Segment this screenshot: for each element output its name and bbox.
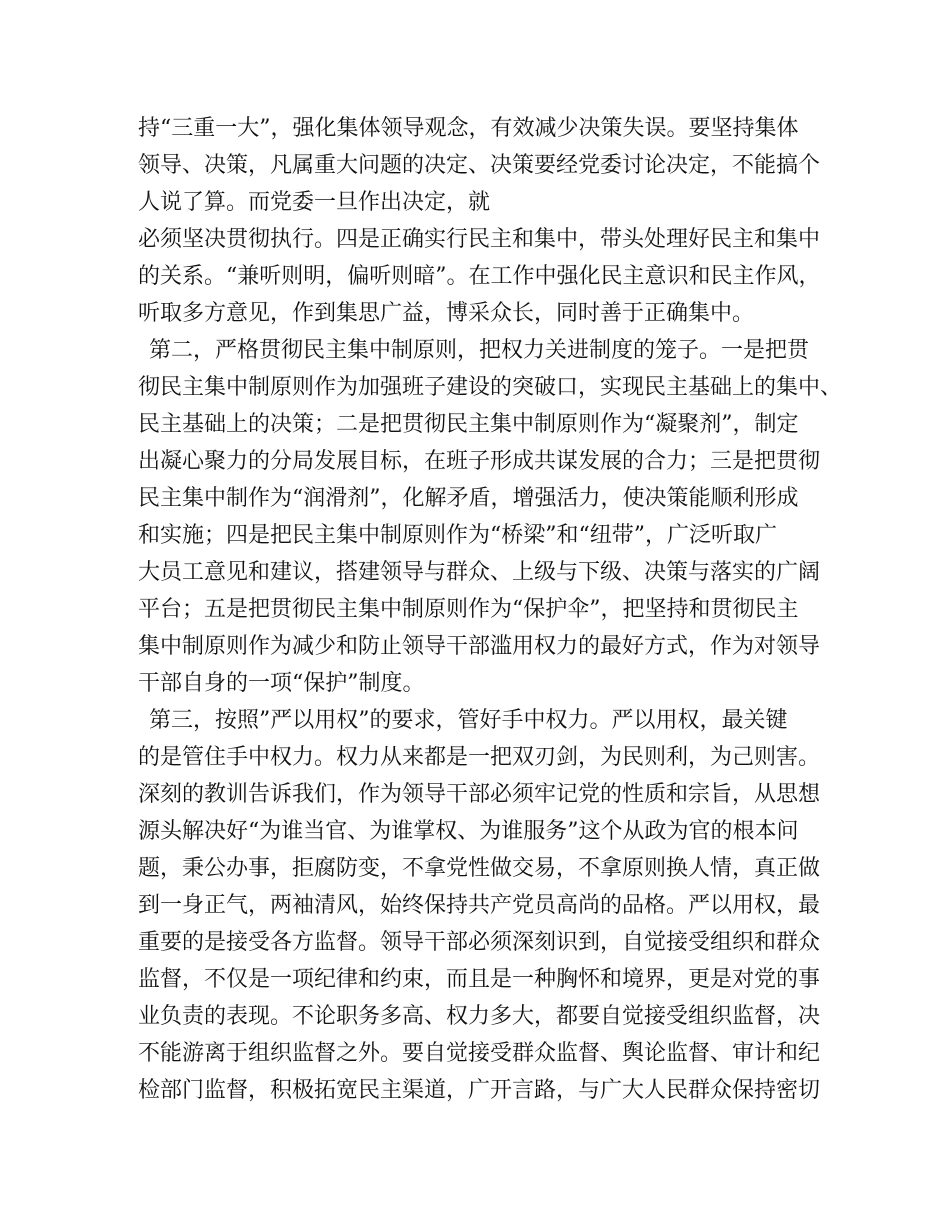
text-line: 不能游离于组织监督之外。要自觉接受群众监督、舆论监督、审计和纪 bbox=[138, 1041, 821, 1066]
text-line: 的关系。“兼听则明，偏听则暗”。在工作中强化民主意识和民主作风， bbox=[138, 264, 821, 289]
text-line: 领导、决策，凡属重大问题的决定、决策要经党委讨论决定，不能搞个 bbox=[138, 153, 821, 178]
text-line: 题，秉公办事，拒腐防变，不拿党性做交易，不拿原则换人情，真正做 bbox=[138, 856, 821, 881]
text-line: 出凝心聚力的分局发展目标，在班子形成共谋发展的合力；三是把贯彻 bbox=[138, 449, 821, 474]
text-line: 业负责的表现。不论职务多高、权力多大，都要自觉接受组织监督，决 bbox=[138, 1004, 821, 1029]
text-line: 深刻的教训告诉我们，作为领导干部必须牢记党的性质和宗旨，从思想 bbox=[138, 782, 821, 807]
text-line: 人说了算。而党委一旦作出决定，就 bbox=[138, 190, 491, 215]
text-line: 源头解决好“为谁当官、为谁掌权、为谁服务”这个从政为官的根本问 bbox=[138, 819, 799, 844]
text-line: 大员工意见和建议，搭建领导与群众、上级与下级、决策与落实的广阔 bbox=[138, 560, 821, 585]
text-line: 检部门监督，积极拓宽民主渠道，广开言路，与广大人民群众保持密切 bbox=[138, 1078, 821, 1103]
text-line: 民主基础上的决策；二是把贯彻民主集中制原则作为“凝聚剂”，制定 bbox=[138, 412, 799, 437]
body-text bbox=[138, 110, 843, 1109]
text-line: 监督，不仅是一项纪律和约束，而且是一种胸怀和境界，更是对党的事 bbox=[138, 967, 821, 992]
text-line: 平台；五是把贯彻民主集中制原则作为“保护伞”，把坚持和贯彻民主 bbox=[138, 597, 799, 622]
text-line: 的是管住手中权力。权力从来都是一把双刃剑，为民则利，为己则害。 bbox=[138, 745, 821, 770]
text-line: 干部自身的一项“保护”制度。 bbox=[138, 671, 425, 696]
text-line: 第三，按照”严以用权”的要求，管好手中权力。严以用权，最关键 bbox=[149, 708, 788, 733]
text-line: 重要的是接受各方监督。领导干部必须深刻识到，自觉接受组织和群众 bbox=[138, 930, 821, 955]
text-line: 听取多方意见，作到集思广益，博采众长，同时善于正确集中。 bbox=[138, 301, 755, 326]
text-line: 集中制原则作为减少和防止领导干部滥用权力的最好方式，作为对领导 bbox=[138, 634, 821, 659]
text-line: 持“三重一大”，强化集体领导观念，有效减少决策失误。要坚持集体 bbox=[138, 116, 799, 141]
text-line: 民主集中制作为“润滑剂”，化解矛盾，增强活力，使决策能顺利形成 bbox=[138, 486, 799, 511]
text-line: 和实施；四是把民主集中制原则作为“桥梁”和“纽带”，广泛听取广 bbox=[138, 523, 777, 548]
text-line: 必须坚决贯彻执行。四是正确实行民主和集中，带头处理好民主和集中 bbox=[138, 227, 821, 252]
text-line: 第二，严格贯彻民主集中制原则，把权力关进制度的笼子。一是把贯 bbox=[149, 338, 810, 363]
text-line: 到一身正气，两袖清风，始终保持共产党员高尚的品格。严以用权，最 bbox=[138, 893, 821, 918]
text-line: 彻民主集中制原则作为加强班子建设的突破口，实现民主基础上的集中、 bbox=[138, 375, 843, 400]
